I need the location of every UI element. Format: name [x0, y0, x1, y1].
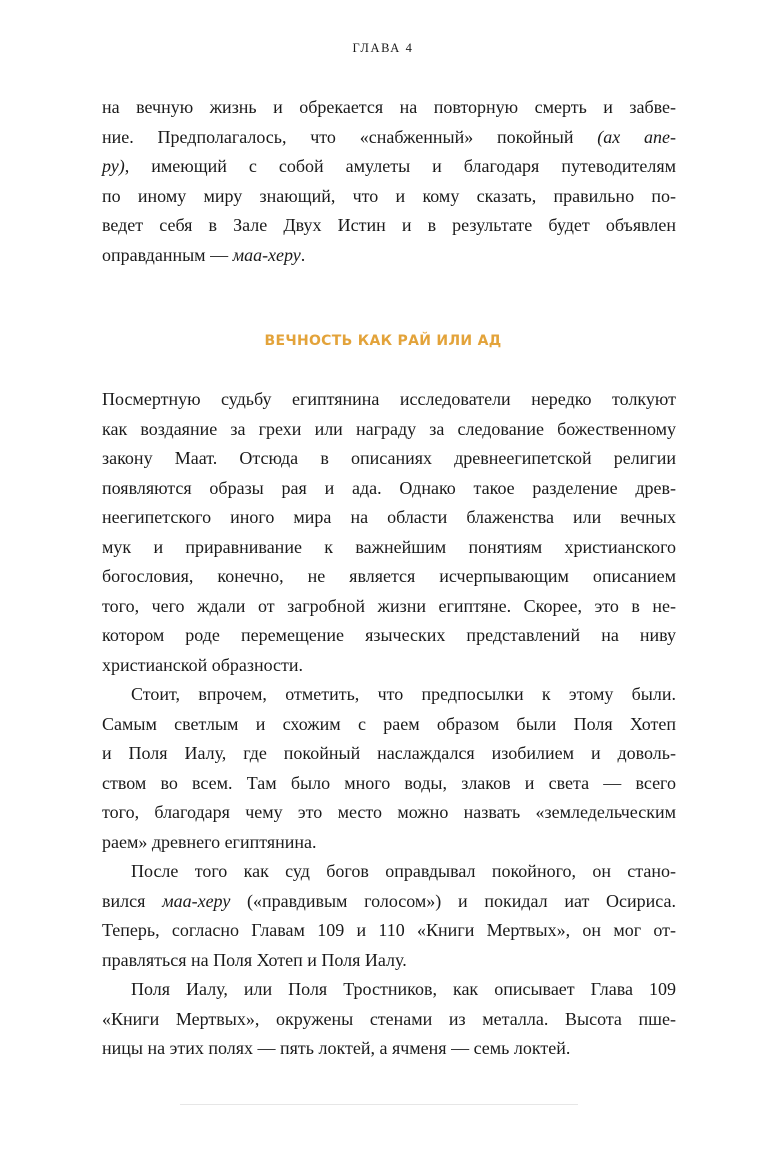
- text-segment: христианской образности.: [102, 654, 304, 675]
- text-segment: богословия, конечно, не является исчерпывающим описанием: [102, 566, 676, 586]
- text-line: [102, 887, 676, 917]
- text-line: [102, 975, 676, 1005]
- italic-term: (ах апе-: [597, 126, 676, 147]
- footer-divider: [180, 1104, 578, 1105]
- text-line: [102, 680, 676, 710]
- text-segment: Стоит, впрочем, отметить, что предпосылки к этому были.: [131, 684, 676, 704]
- text-line: [102, 503, 676, 533]
- text-line: [102, 828, 676, 858]
- text-line: [102, 592, 676, 622]
- text-line: [102, 739, 676, 769]
- text-segment: правляться на Поля Хотеп и Поля Иалу.: [102, 949, 407, 970]
- italic-term: маа-херу: [232, 244, 301, 265]
- text-segment: ведет себя в Зале Двух Истин и в результате будет объявлен: [102, 215, 676, 235]
- text-segment: После того как суд богов оправдывал покойного, он стано-: [131, 861, 676, 881]
- text-line: [102, 651, 676, 681]
- text-line: [102, 798, 676, 828]
- text-segment: того, чего ждали от загробной жизни египтяне. Скорее, это в не-: [102, 595, 676, 616]
- text-line: [102, 1005, 676, 1035]
- text-line: [102, 769, 676, 799]
- text-segment: ством во всем. Там было много воды, злаков и света — всего: [102, 772, 676, 793]
- text-segment: закону Маат. Отсюда в описаниях древнеегипетской религии: [102, 448, 676, 468]
- text-segment: Поля Иалу, или Поля Тростников, как описывает Глава 109: [131, 979, 676, 999]
- text-line: [102, 533, 676, 563]
- italic-term: маа-херу: [162, 890, 231, 911]
- text-line: [102, 123, 676, 153]
- text-segment: на вечную жизнь и обрекается на повторную смерть и забве-: [102, 97, 676, 117]
- text-segment: «Книги Мертвых», окружены стенами из металла. Высота пше-: [102, 1008, 676, 1029]
- text-line: [102, 916, 676, 946]
- text-line: [102, 182, 676, 212]
- text-line: [102, 1034, 676, 1064]
- italic-term: ру): [102, 156, 125, 176]
- text-segment: ницы на этих полях — пять локтей, а ячменя — семь локтей.: [102, 1038, 571, 1058]
- section-heading: ВЕЧНОСТЬ КАК РАЙ ИЛИ АД: [264, 333, 502, 349]
- text-line: [102, 211, 676, 241]
- text-segment: котором роде перемещение языческих представлений на ниву: [102, 625, 676, 645]
- text-segment: неегипетского иного мира на области блаженства или вечных: [102, 507, 676, 527]
- text-segment: мук и приравнивание к важнейшим понятиям христианского: [102, 536, 676, 557]
- text-line: [102, 444, 676, 474]
- running-head: ГЛАВА 4: [352, 41, 414, 55]
- text-segment: появляются образы рая и ада. Однако такое разделение древ-: [102, 477, 676, 498]
- text-segment: оправданным —: [102, 244, 233, 265]
- text-segment: как воздаяние за грехи или награду за следование божественному: [102, 418, 676, 439]
- text-line: [102, 946, 676, 976]
- text-line: [102, 474, 676, 504]
- text-segment: раем» древнего египтянина.: [102, 831, 317, 852]
- text-line: [102, 152, 676, 182]
- text-line: [102, 710, 676, 740]
- text-segment: Посмертную судьбу египтянина исследователи нередко толкуют: [102, 389, 676, 409]
- text-segment: ние. Предполагалось, что «снабженный» покойный: [102, 126, 598, 147]
- main-text: [102, 385, 676, 1064]
- paragraph-1: [102, 93, 676, 270]
- text-line: [102, 93, 676, 123]
- text-segment: («правдивым голосом») и покидал иат Осириса.: [230, 890, 676, 911]
- text-line: [102, 241, 676, 271]
- text-segment: Теперь, согласно Главам 109 и 110 «Книги Мертвых», он мог от-: [102, 920, 676, 940]
- text-line: [102, 562, 676, 592]
- text-line: [102, 415, 676, 445]
- text-line: [102, 621, 676, 651]
- text-segment: по иному миру знающий, что и кому сказать, правильно по-: [102, 185, 676, 206]
- text-segment: , имеющий с собой амулеты и благодаря путеводителям: [124, 156, 676, 176]
- text-segment: вился: [102, 890, 163, 911]
- text-segment: .: [300, 244, 306, 265]
- text-segment: того, благодаря чему это место можно назвать «земледельческим: [102, 802, 676, 822]
- text-segment: и Поля Иалу, где покойный наслаждался изобилием и доволь-: [102, 743, 676, 763]
- text-line: [102, 385, 676, 415]
- text-segment: Самым светлым и схожим с раем образом были Поля Хотеп: [102, 713, 676, 734]
- text-line: [102, 857, 676, 887]
